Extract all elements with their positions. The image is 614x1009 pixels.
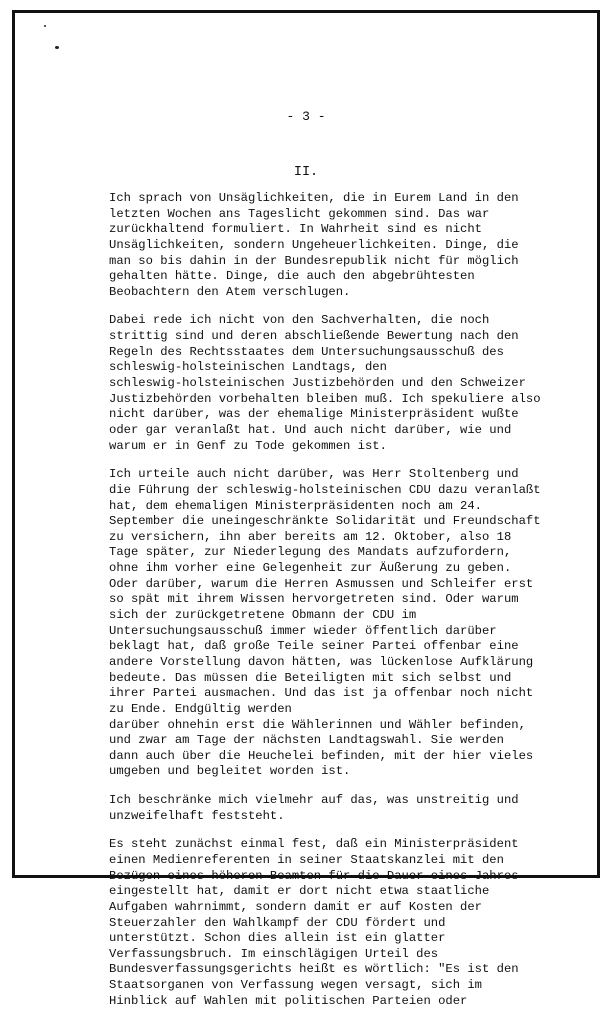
text-line: Steuerzahler den Wahlkampf der CDU fördert und bbox=[109, 915, 446, 930]
text-line: September die uneingeschränkte Solidarität und Freundschaft bbox=[109, 514, 541, 529]
text-line: Bezügen eines höheren Beamten für die Dauer eines Jahres bbox=[109, 868, 519, 883]
text-line: beklagt hat, daß große Teile seiner Partei offenbar eine bbox=[109, 639, 519, 654]
text-line: Oder darüber, warum die Herren Asmussen und Schleifer erst bbox=[109, 576, 534, 591]
text-line: ohne ihm vorher eine Gelegenheit zur Äußerung zu geben. bbox=[109, 561, 512, 576]
text-line: Beobachtern den Atem verschlugen. bbox=[109, 284, 351, 299]
text-line: einen Medienreferenten in seiner Staatskanzlei mit den bbox=[109, 852, 504, 867]
text-line: Regeln des Rechtsstaates dem Untersuchungsausschuß des bbox=[109, 344, 504, 359]
text-line: und zwar am Tage der nächsten Landtagswahl. Sie werden bbox=[109, 733, 504, 748]
paragraph bbox=[109, 793, 529, 824]
scan-speck bbox=[55, 46, 59, 49]
text-line: die Führung der schleswig-holsteinischen CDU dazu veranlaßt bbox=[109, 482, 541, 497]
paragraph bbox=[109, 191, 529, 300]
text-line: dann auch über die Heuchelei befinden, mit der hier vieles bbox=[109, 748, 534, 763]
text-line: ihrer Partei ausmachen. Und das ist ja offenbar noch nicht bbox=[109, 686, 534, 701]
text-line: Verfassungsbruch. Im einschlägigen Urteil des bbox=[109, 946, 439, 961]
text-line: Bundesverfassungsgerichts heißt es wörtlich: "Es ist den bbox=[109, 962, 519, 977]
section-heading: II. bbox=[293, 165, 319, 180]
text-line: eingestellt hat, damit er dort nicht etwa staatliche bbox=[109, 884, 490, 899]
text-line: Tage später, zur Niederlegung des Mandats aufzufordern, bbox=[109, 545, 512, 560]
text-line: Justizbehörden vorbehalten bleiben muß. Ich spekuliere also bbox=[109, 391, 541, 406]
text-line: Dabei rede ich nicht von den Sachverhalten, die noch bbox=[109, 313, 490, 328]
scan-speck bbox=[44, 25, 46, 27]
text-line: gehalten hätte. Dinge, die auch den abgebrühtesten bbox=[109, 269, 475, 284]
paragraph-gap bbox=[109, 824, 529, 837]
text-line: Hinblick auf Wahlen mit politischen Parteien oder bbox=[109, 993, 468, 1008]
text-line: schleswig-holsteinischen Landtags, den bbox=[109, 360, 387, 375]
text-line: andere Vorstellung davon hätten, was lückenlose Aufklärung bbox=[109, 654, 534, 669]
paragraph bbox=[109, 313, 541, 454]
document-page bbox=[12, 10, 600, 1008]
text-line: nicht darüber, was der ehemalige Ministerpräsident wußte bbox=[109, 407, 519, 422]
paragraph-gap bbox=[109, 454, 529, 467]
text-line: sich der zurückgetretene Obmann der CDU im bbox=[109, 608, 417, 623]
page-number: - 3 - bbox=[286, 109, 326, 124]
text-line: schleswig-holsteinischen Justizbehörden und den Schweizer bbox=[109, 376, 526, 391]
text-line: man so bis dahin in der Bundesrepublik nicht für möglich bbox=[109, 253, 519, 268]
text-line: hat, dem ehemaligen Ministerpräsidenten noch am 24. bbox=[109, 498, 482, 513]
paragraph bbox=[109, 837, 529, 1009]
text-line: Unsäglichkeiten, sondern Ungeheuerlichkeiten. Dinge, die bbox=[109, 237, 519, 252]
paragraph-gap bbox=[109, 780, 529, 793]
text-line: warum er in Genf zu Tode gekommen ist. bbox=[109, 438, 387, 453]
text-line: Ich urteile auch nicht darüber, was Herr Stoltenberg und bbox=[109, 467, 519, 482]
text-line: Es steht zunächst einmal fest, daß ein Ministerpräsident bbox=[109, 837, 519, 852]
text-line: darüber ohnehin erst die Wählerinnen und Wähler befinden, bbox=[109, 717, 526, 732]
text-line: Ich sprach von Unsäglichkeiten, die in Eurem Land in den bbox=[109, 191, 519, 205]
text-line: Staatsorganen von Verfassung wegen versagt, sich im bbox=[109, 978, 482, 993]
text-line: Aufgaben wahrnimmt, sondern damit er auf Kosten der bbox=[109, 899, 482, 914]
text-line: oder gar veranlaßt hat. Und auch nicht darüber, wie und bbox=[109, 422, 512, 437]
text-line: Ich beschränke mich vielmehr auf das, was unstreitig und bbox=[109, 793, 519, 808]
paragraph bbox=[109, 467, 541, 780]
text-line: strittig sind und deren abschließende Bewertung nach den bbox=[109, 329, 519, 344]
text-line: Untersuchungsausschuß immer wieder öffentlich darüber bbox=[109, 623, 497, 638]
text-line: unterstützt. Schon dies allein ist ein glatter bbox=[109, 931, 446, 946]
text-line: letzten Wochen ans Tageslicht gekommen sind. Das war bbox=[109, 206, 490, 221]
text-line: unzweifelhaft feststeht. bbox=[109, 808, 285, 823]
body-text bbox=[109, 191, 541, 1009]
text-line: so spät mit ihrem Wissen hervorgetreten sind. Oder warum bbox=[109, 592, 519, 607]
text-line: zu versichern, ihn aber bereits am 12. Oktober, also 18 bbox=[109, 529, 512, 544]
paragraph-gap bbox=[109, 300, 529, 313]
text-line: zu Ende. Endgültig werden bbox=[109, 701, 292, 716]
text-line: bedeute. Das müssen die Beteiligten mit sich selbst und bbox=[109, 670, 512, 685]
text-line: zurückhaltend formuliert. In Wahrheit sind es nicht bbox=[109, 222, 482, 237]
text-line: umgeben und begleitet worden ist. bbox=[109, 764, 351, 779]
